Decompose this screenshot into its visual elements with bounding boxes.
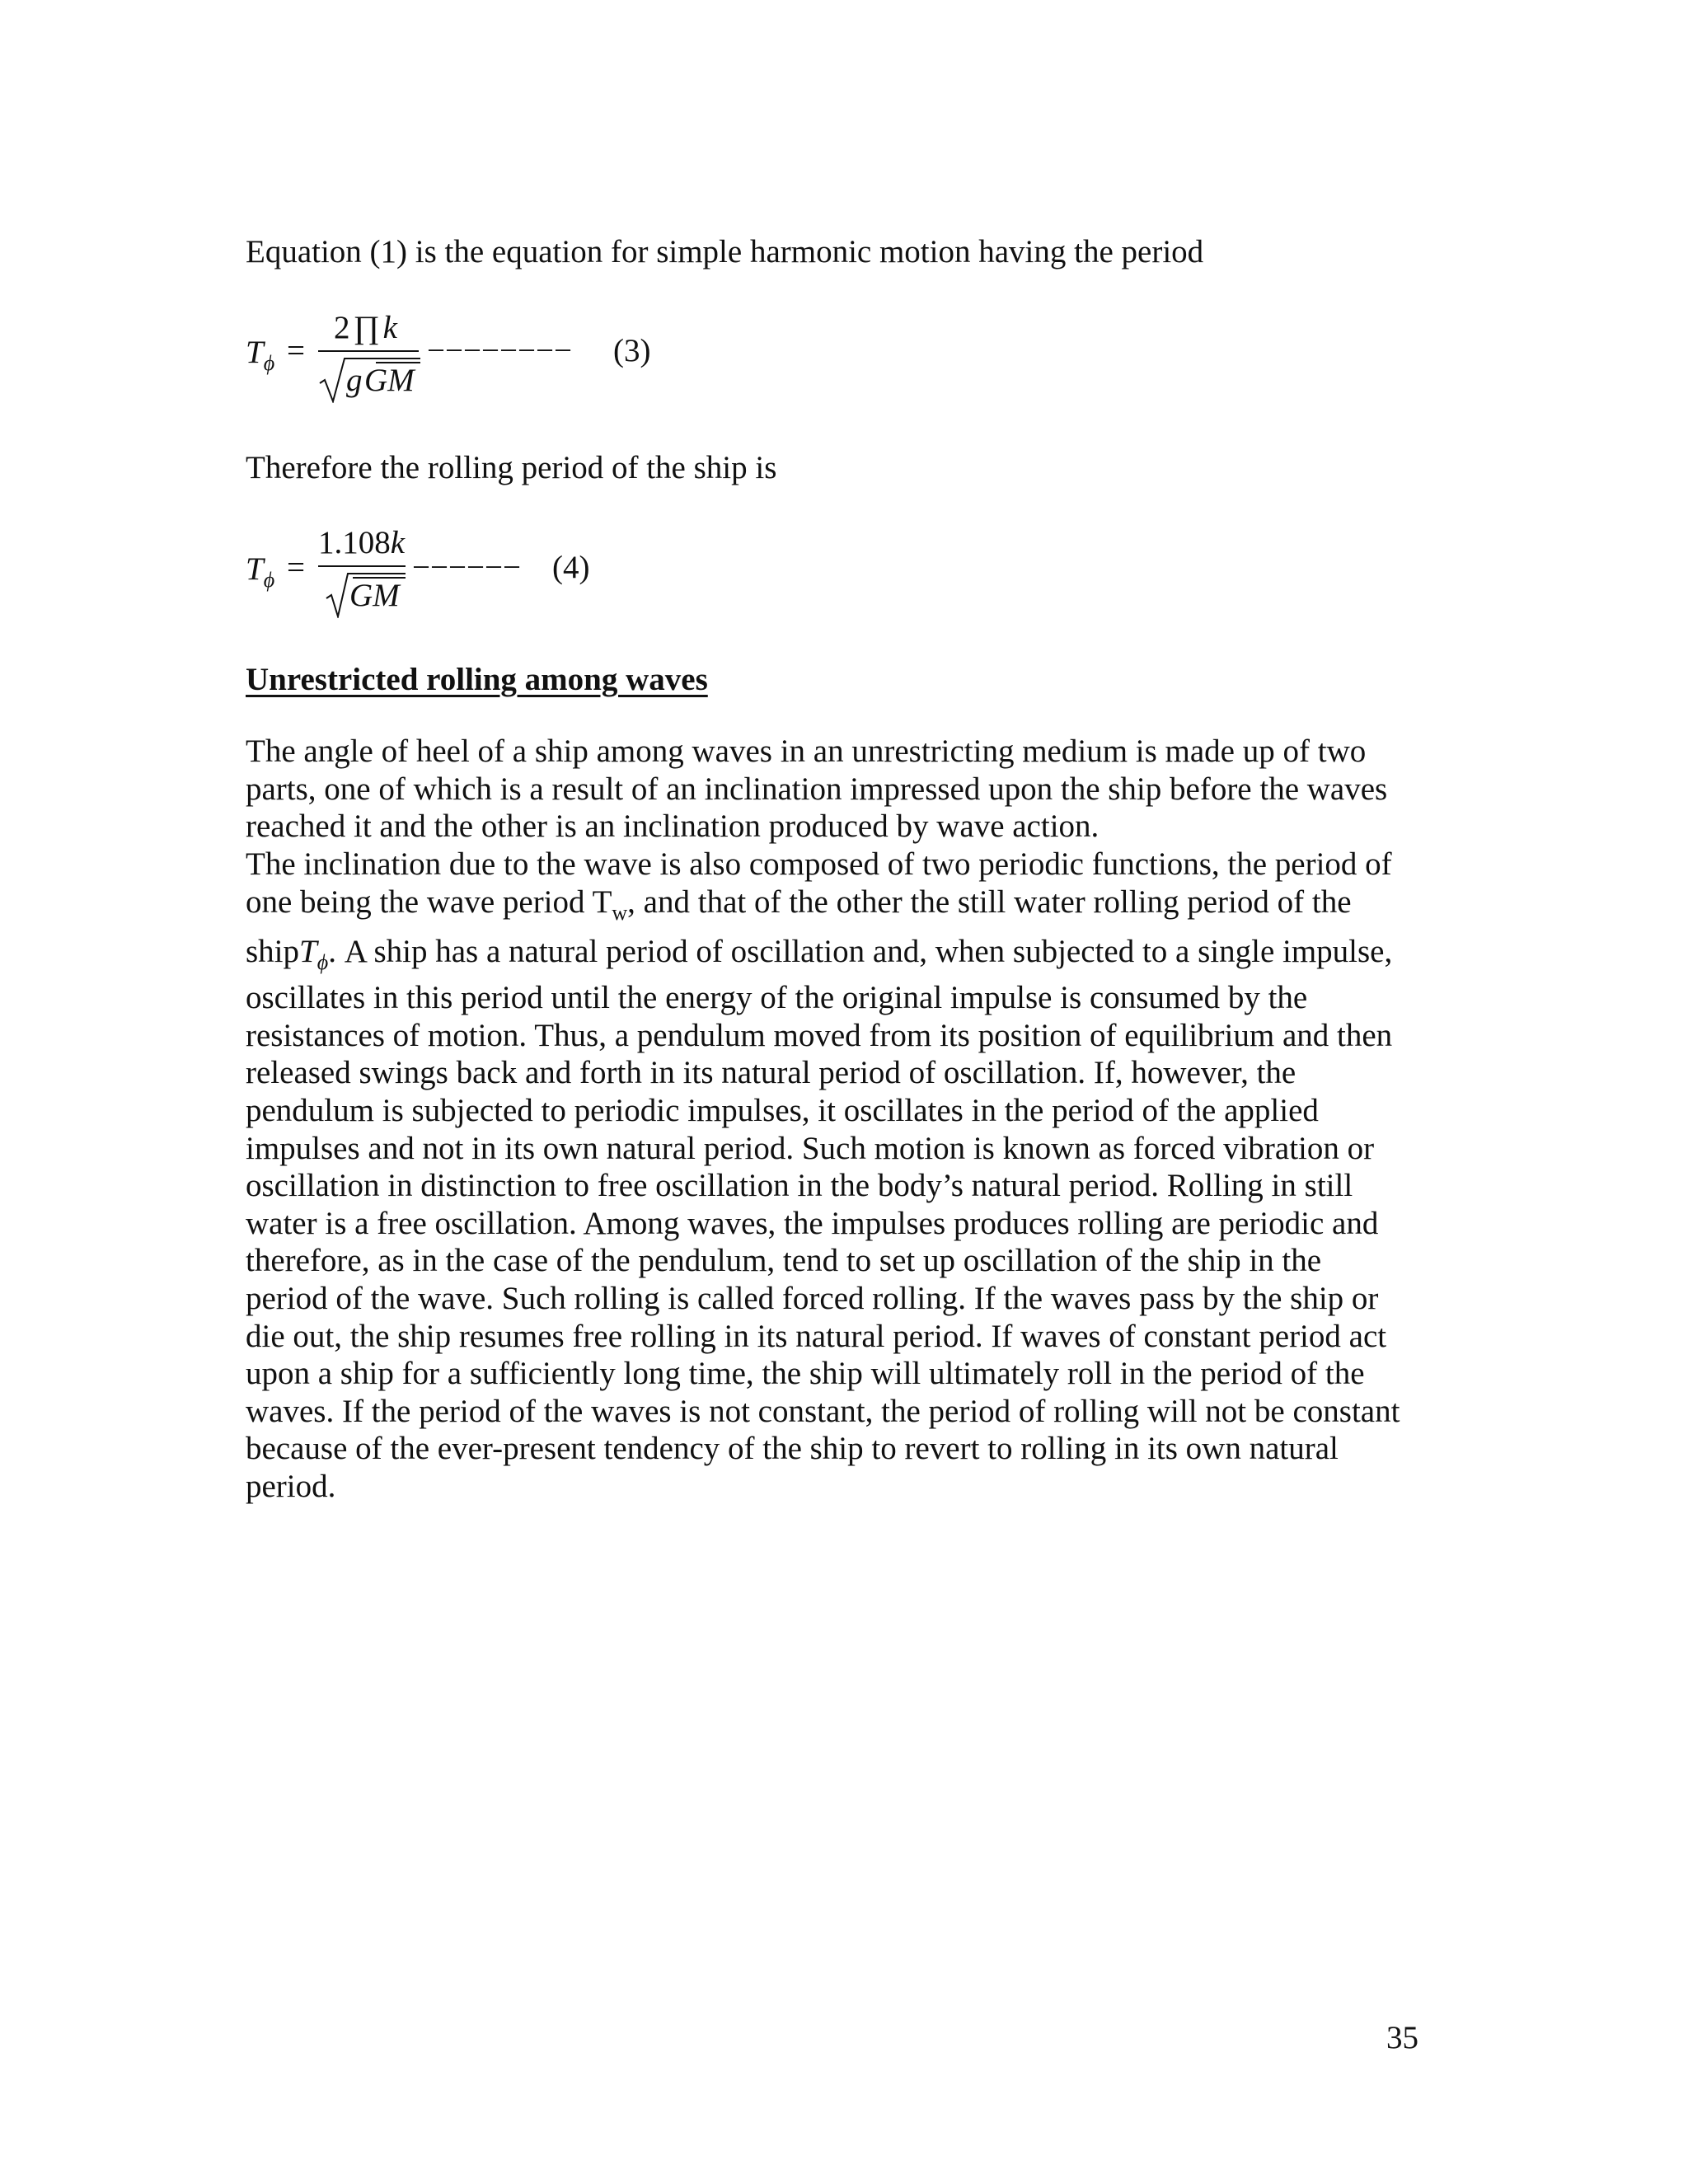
- paragraph-2-line: one being the wave period $T_w$, and that of the other the still water rolling period of the: [246, 883, 1352, 925]
- paragraph-2-line: oscillates in this period until the energy of the original impulse is consumed by the: [246, 980, 1308, 1016]
- eq3-den-gm: GM: [364, 363, 415, 398]
- paragraph-2-line: because of the ever-present tendency of the ship to revert to rolling in its own natural: [246, 1431, 1339, 1467]
- paragraph-2-line: therefore, as in the case of the pendulum, tend to set up oscillation of the ship in the: [246, 1243, 1322, 1279]
- paragraph-1-line: reached it and the other is an inclination produced by wave action.: [246, 808, 1100, 845]
- intro-line: Equation (1) is the equation for simple harmonic motion having the period: [246, 234, 1204, 269]
- eq4-fraction-bar: [318, 565, 406, 567]
- eq4-dashes: −−−−−−: [412, 550, 521, 585]
- paragraph-2-line: period of the wave. Such rolling is called forced rolling. If the waves pass by the ship or: [246, 1280, 1379, 1316]
- paragraph-2-line: die out, the ship resumes free rolling in its natural period. If waves of constant period act: [246, 1318, 1387, 1354]
- eq3-equals: =: [287, 333, 305, 368]
- paragraph-2-line: shipT$_\phi$. A ship has a natural period of oscillation and, when subjected to a single impulse,: [246, 934, 1393, 975]
- eq4-den-gm: GM: [349, 578, 400, 613]
- paragraph-2-line: waves. If the period of the waves is not constant, the period of rolling will not be constant: [246, 1393, 1400, 1429]
- eq4-numerator: 1.108k: [318, 525, 406, 560]
- eq3-numerator: 2 ∏ k: [334, 310, 397, 345]
- paragraph-2-line: period.: [246, 1468, 336, 1504]
- eq3-lhs: $T_\phi$: [246, 335, 275, 375]
- eq3-denominator: [318, 355, 421, 403]
- eq3-label: (3): [613, 333, 651, 368]
- eq4-lhs: $T_\phi$: [246, 551, 275, 592]
- equation-4: [246, 524, 641, 631]
- eq4-label: (4): [552, 550, 590, 585]
- paragraph-2-line: oscillation in distinction to free oscillation in the body’s natural period. Rolling in still: [246, 1168, 1353, 1204]
- section-heading: Unrestricted rolling among waves: [246, 662, 708, 697]
- eq3-dashes: −−−−−−−−: [427, 333, 572, 368]
- paragraph-2: [246, 846, 1449, 1506]
- eq4-equals: =: [287, 550, 305, 585]
- equation-3: [246, 309, 674, 416]
- paragraph-1: [246, 733, 1449, 846]
- page-number: 35: [1386, 2020, 1418, 2055]
- paragraph-2-line: upon a ship for a sufficiently long time, the ship will ultimately roll in the period of the: [246, 1356, 1365, 1392]
- paragraph-1-line: The angle of heel of a ship among waves in an unrestricting medium is made up of two: [246, 733, 1367, 769]
- paragraph-2-line: released swings back and forth in its natural period of oscillation. If, however, the: [246, 1055, 1296, 1091]
- paragraph-2-line: pendulum is subjected to periodic impulses, it oscillates in the period of the applied: [246, 1092, 1319, 1128]
- paragraph-2-line: water is a free oscillation. Among waves, the impulses produces rolling are periodic and: [246, 1205, 1379, 1241]
- eq4-denominator: [325, 570, 407, 618]
- paragraph-1-line: parts, one of which is a result of an inclination impressed upon the ship before the waves: [246, 771, 1388, 807]
- paragraph-2-line: resistances of motion. Thus, a pendulum moved from its position of equilibrium and then: [246, 1017, 1393, 1053]
- eq3-den-g: g: [346, 363, 363, 398]
- paragraph-2-line: The inclination due to the wave is also composed of two periodic functions, the period of: [246, 846, 1392, 882]
- paragraph-2-line: impulses and not in its own natural period. Such motion is known as forced vibration or: [246, 1130, 1375, 1166]
- eq3-fraction-bar: [318, 350, 419, 352]
- therefore-line: Therefore the rolling period of the ship is: [246, 450, 777, 485]
